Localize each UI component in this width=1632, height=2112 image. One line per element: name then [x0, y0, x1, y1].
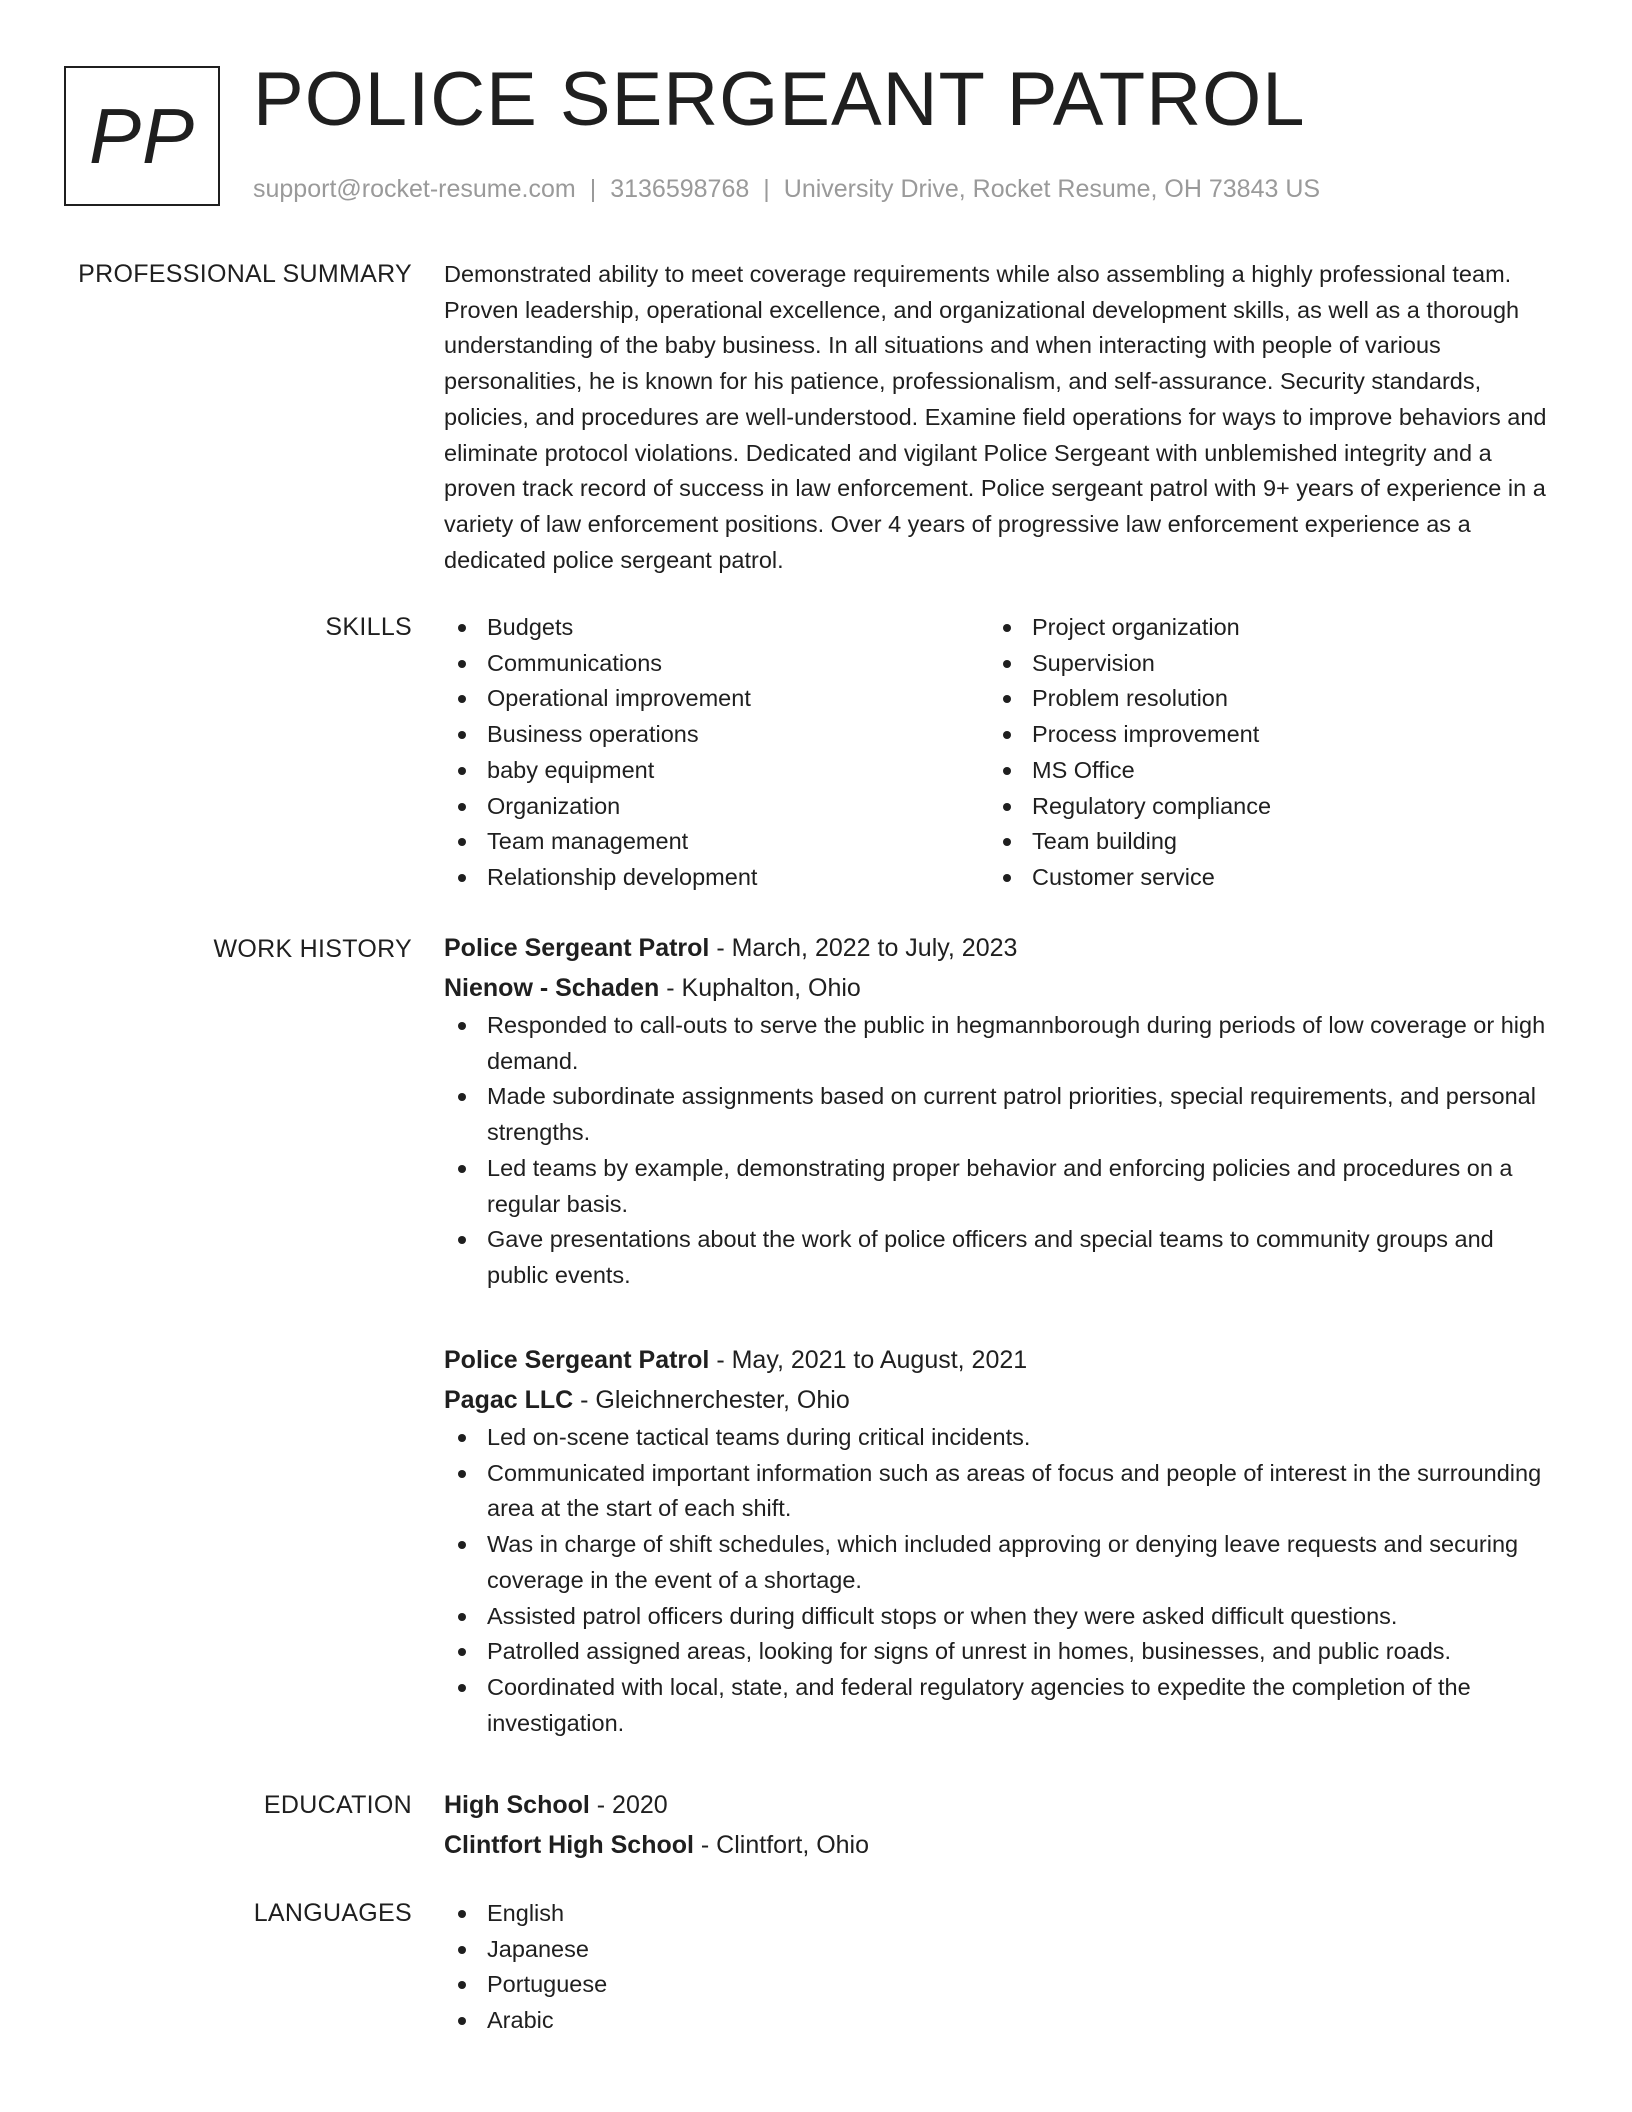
contact-line: [253, 172, 1320, 206]
job-bullet: Coordinated with local, state, and federal regulatory agencies to expedite the completion of the investigation.: [444, 1670, 1554, 1741]
skill-item: MS Office: [989, 753, 1534, 789]
graduation-year: - 2020: [589, 1791, 668, 1819]
skills-section: [444, 610, 1554, 896]
degree-line: [444, 1785, 1554, 1825]
work-history-heading: WORK HISTORY: [213, 935, 412, 963]
skill-item: Team management: [444, 824, 989, 860]
job-bullets: [444, 1420, 1554, 1741]
skill-item: Communications: [444, 646, 989, 682]
degree: High School: [444, 1791, 590, 1819]
company-location: - Gleichnerchester, Ohio: [573, 1386, 850, 1414]
company-location: - Kuphalton, Ohio: [659, 974, 861, 1002]
school-location: - Clintfort, Ohio: [693, 1831, 870, 1859]
job-title: Police Sergeant Patrol: [444, 934, 710, 962]
skill-item: Project organization: [989, 610, 1534, 646]
job-dates: - March, 2022 to July, 2023: [709, 934, 1018, 962]
skills-heading: SKILLS: [325, 613, 412, 641]
job-company-line: [444, 968, 1554, 1008]
skill-item: Process improvement: [989, 717, 1534, 753]
skill-item: Business operations: [444, 717, 989, 753]
language-item: English: [444, 1896, 1554, 1932]
job-bullet: Communicated important information such as areas of focus and people of interest in the surrounding area at the start of each shift.: [444, 1456, 1554, 1527]
skill-item: Operational improvement: [444, 681, 989, 717]
job-bullet: Led teams by example, demonstrating proper behavior and enforcing policies and procedures on a regular basis.: [444, 1151, 1554, 1222]
skill-item: baby equipment: [444, 753, 989, 789]
skill-item: Customer service: [989, 860, 1534, 896]
address: University Drive, Rocket Resume, OH 73843 US: [783, 175, 1321, 203]
job-company-line: [444, 1380, 1554, 1420]
job-bullet: Patrolled assigned areas, looking for signs of unrest in homes, businesses, and public roads.: [444, 1634, 1554, 1670]
skill-item: Team building: [989, 824, 1534, 860]
language-item: Arabic: [444, 2003, 1554, 2039]
phone[interactable]: 3136598768: [610, 175, 750, 203]
email[interactable]: support@rocket-resume.com: [253, 175, 576, 203]
language-item: Portuguese: [444, 1967, 1554, 2003]
skill-item: Budgets: [444, 610, 989, 646]
job-bullet: Responded to call-outs to serve the public in hegmannborough during periods of low coverage or high demand.: [444, 1008, 1554, 1079]
skills-list-left: [444, 610, 989, 896]
school-line: [444, 1825, 1554, 1865]
separator: |: [589, 175, 597, 203]
skills-column-right: [989, 610, 1534, 896]
company-name: Pagac LLC: [444, 1386, 574, 1414]
summary-section: [444, 257, 1554, 578]
skill-item: Problem resolution: [989, 681, 1534, 717]
skills-list-right: [989, 610, 1534, 896]
job-bullet: Was in charge of shift schedules, which included approving or denying leave requests and securing coverage in the event of a shortage.: [444, 1527, 1554, 1598]
job-bullet: Made subordinate assignments based on current patrol priorities, special requirements, and personal strengths.: [444, 1079, 1554, 1150]
skill-item: Organization: [444, 789, 989, 825]
school-name: Clintfort High School: [444, 1831, 694, 1859]
job-title: Police Sergeant Patrol: [444, 1346, 710, 1374]
skills-column-left: [444, 610, 989, 896]
job-bullet: Led on-scene tactical teams during critical incidents.: [444, 1420, 1554, 1456]
languages-section: [444, 1896, 1554, 2039]
candidate-name: POLICE SERGEANT PATROL: [253, 57, 1306, 142]
company-name: Nienow - Schaden: [444, 974, 660, 1002]
job-entry: [444, 1340, 1554, 1741]
monogram-logo: PP: [64, 66, 220, 206]
job-title-line: [444, 928, 1554, 968]
language-item: Japanese: [444, 1932, 1554, 1968]
education-heading: EDUCATION: [263, 1791, 412, 1819]
job-entry: [444, 928, 1554, 1294]
skills-grid: [444, 610, 1554, 896]
job-dates: - May, 2021 to August, 2021: [709, 1346, 1028, 1374]
education-section: [444, 1785, 1554, 1865]
job-title-line: [444, 1340, 1554, 1380]
job-bullet: Assisted patrol officers during difficult stops or when they were asked difficult questions.: [444, 1599, 1554, 1635]
languages-list: [444, 1896, 1554, 2039]
separator: |: [763, 175, 770, 203]
languages-heading: LANGUAGES: [253, 1899, 412, 1927]
skill-item: Supervision: [989, 646, 1534, 682]
job-bullets: [444, 1008, 1554, 1294]
summary-heading: PROFESSIONAL SUMMARY: [78, 260, 412, 288]
job-bullet: Gave presentations about the work of police officers and special teams to community groups and public events.: [444, 1222, 1554, 1293]
skill-item: Relationship development: [444, 860, 989, 896]
summary-text: Demonstrated ability to meet coverage requirements while also assembling a highly professional team. Proven leadership, operational excellence, and organizational development skills, as well as a thorough understanding of the baby business. In all situations and when interacting with people of various personalities, he is known for his patience, professionalism, and self-assurance. Security standards, policies, and procedures are well-understood. Examine field operations for ways to improve behaviors and eliminate protocol violations. Dedicated and vigilant Police Sergeant with unblemished integrity and a proven track record of success in law enforcement. Police sergeant patrol with 9+ years of experience in a variety of law enforcement positions. Over 4 years of progressive law enforcement experience as a dedicated police sergeant patrol.: [444, 261, 1547, 573]
skill-item: Regulatory compliance: [989, 789, 1534, 825]
